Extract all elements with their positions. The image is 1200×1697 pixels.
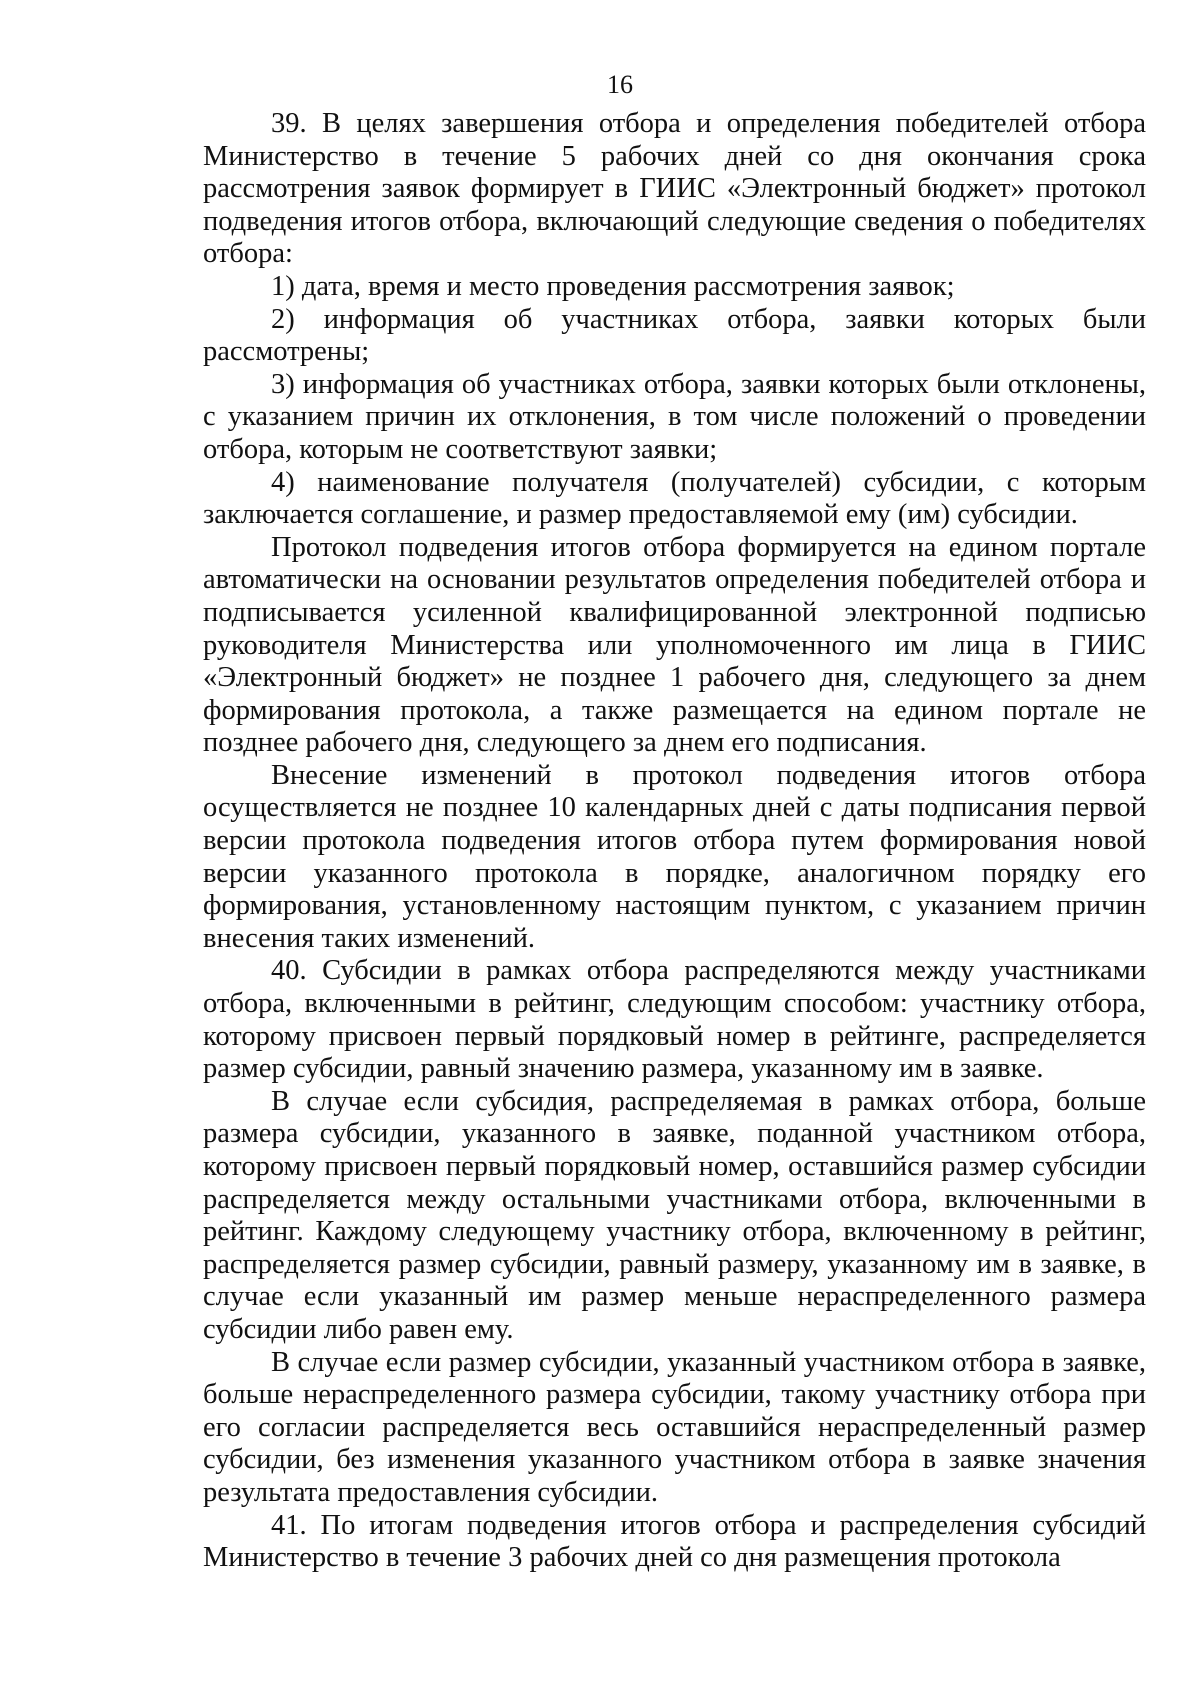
paragraph-remaining-subsidy: В случае если субсидия, распределяемая в рамках отбора, больше размера субсидии, указанного в заявке, поданной участником отбора, которому присвоен первый порядковый номер, оставшийся размер субсидии распределяется между остальными участниками отбора, включенными в рейтинг. Каждому следующему участнику отбора, включенному в рейтинг, распределяется размер субсидии, равный размеру, указанному им в заявке, в случае если указанный им размер меньше нераспределенного размера субсидии либо равен ему. (203, 1085, 1146, 1345)
list-item-4: 4) наименование получателя (получателей) субсидии, с которым заключается соглашение, и размер предоставляемой ему (им) субсидии. (203, 466, 1146, 531)
paragraph-item-40: 40. Субсидии в рамках отбора распределяются между участниками отбора, включенными в рейтинг, следующим способом: участнику отбора, которому присвоен первый порядковый номер в рейтинге, распределяется размер субсидии, равный значению размера, указанному им в заявке. (203, 955, 1146, 1085)
page-number: 16 (607, 70, 633, 99)
list-item-1: 1) дата, время и место проведения рассмотрения заявок; (271, 270, 955, 302)
paragraph-undistributed-subsidy: В случае если размер субсидии, указанный участником отбора в заявке, больше нераспределенного размера субсидии, такому участнику отбора при его согласии распределяется весь оставшийся нераспределенный размер субсидии, без изменения указанного участником отбора в заявке значения результата предоставления субсидии. (203, 1346, 1146, 1508)
document-body (203, 108, 1146, 1575)
paragraph-amendments: Внесение изменений в протокол подведения итогов отбора осуществляется не позднее 10 календарных дней с даты подписания первой версии протокола подведения итогов отбора путем формирования новой версии указанного протокола в порядке, аналогичном порядку его формирования, установленному настоящим пунктом, с указанием причин внесения таких изменений. (203, 759, 1146, 954)
paragraph-protocol: Протокол подведения итогов отбора формируется на едином портале автоматически на основании результатов определения победителей отбора и подписывается усиленной квалифицированной электронной подписью руководителя Министерства или уполномоченного им лица в ГИИС «Электронный бюджет» не позднее 1 рабочего дня, следующего за днем формирования протокола, а также размещается на едином портале не позднее рабочего дня, следующего за днем его подписания. (203, 531, 1146, 759)
paragraph-item-41: 41. По итогам подведения итогов отбора и распределения субсидий Министерство в течение 3 рабочих дней со дня размещения протокола (203, 1509, 1146, 1574)
paragraph-item-39: 39. В целях завершения отбора и определения победителей отбора Министерство в течение 5 рабочих дней со дня окончания срока рассмотрения заявок формирует в ГИИС «Электронный бюджет» протокол подведения итогов отбора, включающий следующие сведения о победителях отбора: (203, 108, 1146, 270)
list-item-2: 2) информация об участниках отбора, заявки которых были рассмотрены; (203, 303, 1146, 368)
list-item-3: 3) информация об участниках отбора, заявки которых были отклонены, с указанием причин их отклонения, в том числе положений о проведении отбора, которым не соответствуют заявки; (203, 368, 1146, 465)
